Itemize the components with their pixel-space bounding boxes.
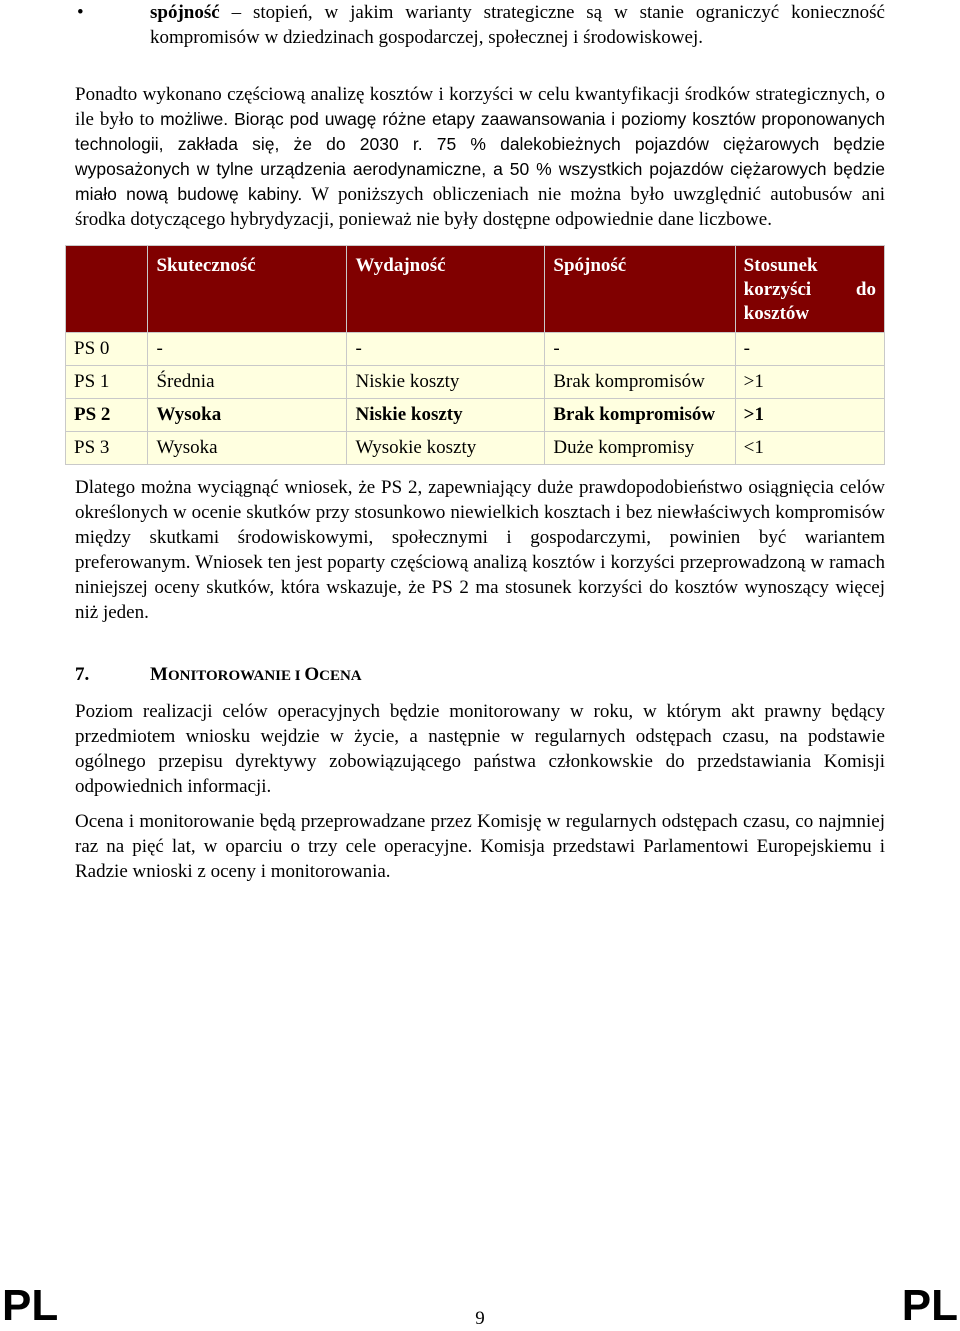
table-cell: - [148, 333, 347, 366]
table-cell: Wysokie koszty [347, 432, 545, 465]
table-row [66, 432, 885, 465]
bullet-text: – stopień, w jakim warianty strategiczne są w stanie ograniczyć konieczność kompromisów w dziedzinach gospodarczej, społecznej i środowiskowej. [150, 2, 885, 48]
table-cell: PS 1 [66, 366, 148, 399]
table-cell: - [347, 333, 545, 366]
table-row [66, 333, 885, 366]
paragraph1-serif: Ponadto wykonano częściową analizę kosztów i korzyści w celu kwantyfikacji środków strategicznych, o ile było to [75, 84, 885, 130]
table-cell: <1 [735, 432, 884, 465]
table-header-row [66, 246, 885, 333]
page-number: 9 [475, 1308, 485, 1329]
paragraph-conclusion: Dlatego można wyciągnąć wniosek, że PS 2, zapewniający duże prawdopodobieństwo osiągnięcia celów określonych w ocenie skutków przy stosunkowo niewielkich kosztach i bez niewłaściwych kompromisów między skutkami środowiskowymi, społecznymi i gospodarczymi, powinien być wariantem preferowanym. Wniosek ten jest poparty częściową analizą kosztów i korzyści przeprowadzoną w ramach niniejszej oceny skutków, która wskazuje, że PS 2 ma stosunek korzyści do kosztów wynoszący więcej niż jeden. [75, 477, 885, 623]
table-cell: PS 3 [66, 432, 148, 465]
table-cell: Brak kompromisów [545, 366, 735, 399]
paragraph1-tail: W poniższych obliczeniach nie można było uwzględnić autobusów ani środka dotyczącego hybrydyzacji, ponieważ nie były dostępne odpowiednie dane liczbowe. [75, 184, 885, 230]
table-header-cell: Stosunek korzyści do kosztów [735, 246, 884, 333]
table-cell: >1 [735, 399, 884, 432]
table-cell: Duże kompromisy [545, 432, 735, 465]
bullet-dot-icon: • [77, 2, 84, 23]
paragraph1-sans: możliwe. Biorąc pod uwagę różne etapy zaawansowania i poziomy kosztów proponowanych technologii, zakłada się, że do 2030 r. 75 % dalekobieżnych pojazdów ciężarowych będzie wyposażonych w tylne urządzenia aerodynamiczne, a 50 % wszystkich pojazdów ciężarowych będzie miało nową budowę kabiny. [75, 109, 885, 204]
footer-language-left: PL [2, 1281, 59, 1330]
table-cell: PS 0 [66, 333, 148, 366]
section-heading [75, 662, 885, 689]
paragraph-evaluation: Ocena i monitorowanie będą przeprowadzane przez Komisję w regularnych odstępach czasu, co najmniej raz na pięć lat, w oparciu o trzy cele operacyjne. Komisja przedstawi Parlamentowi Europejskiemu i Radzie wnioski z oceny i monitorowania. [75, 811, 885, 882]
table-cell: Niskie koszty [347, 399, 545, 432]
table-header-cell [66, 246, 148, 333]
footer-language-right: PL [901, 1281, 958, 1330]
table-cell: >1 [735, 366, 884, 399]
table-header-cell: Skuteczność [148, 246, 347, 333]
table-cell: Brak kompromisów [545, 399, 735, 432]
table-cell: - [735, 333, 884, 366]
options-comparison-table [65, 245, 885, 465]
table-header-cell: Spójność [545, 246, 735, 333]
table-cell: PS 2 [66, 399, 148, 432]
table-cell: Wysoka [148, 399, 347, 432]
section-number: 7. [75, 664, 90, 685]
bullet-item-spojnosc [75, 0, 885, 50]
table-row-preferred [66, 399, 885, 432]
section-title: MONITOROWANIE I OCENA [150, 664, 362, 685]
table-cell: Średnia [148, 366, 347, 399]
paragraph-cost-benefit [75, 82, 885, 232]
table-row [66, 366, 885, 399]
bullet-term: spójność [150, 2, 220, 23]
paragraph-monitoring: Poziom realizacji celów operacyjnych będzie monitorowany w roku, w którym akt prawny będący przedmiotem wniosku wejdzie w życie, a następnie w regularnych odstępach czasu, na podstawie ogólnego przepisu dyrektywy zobowiązującego państwa członkowskie do przedstawiania Komisji odpowiednich informacji. [75, 701, 885, 797]
table-cell: Niskie koszty [347, 366, 545, 399]
table-cell: - [545, 333, 735, 366]
document-body [75, 0, 885, 884]
table-header-cell: Wydajność [347, 246, 545, 333]
table-cell: Wysoka [148, 432, 347, 465]
